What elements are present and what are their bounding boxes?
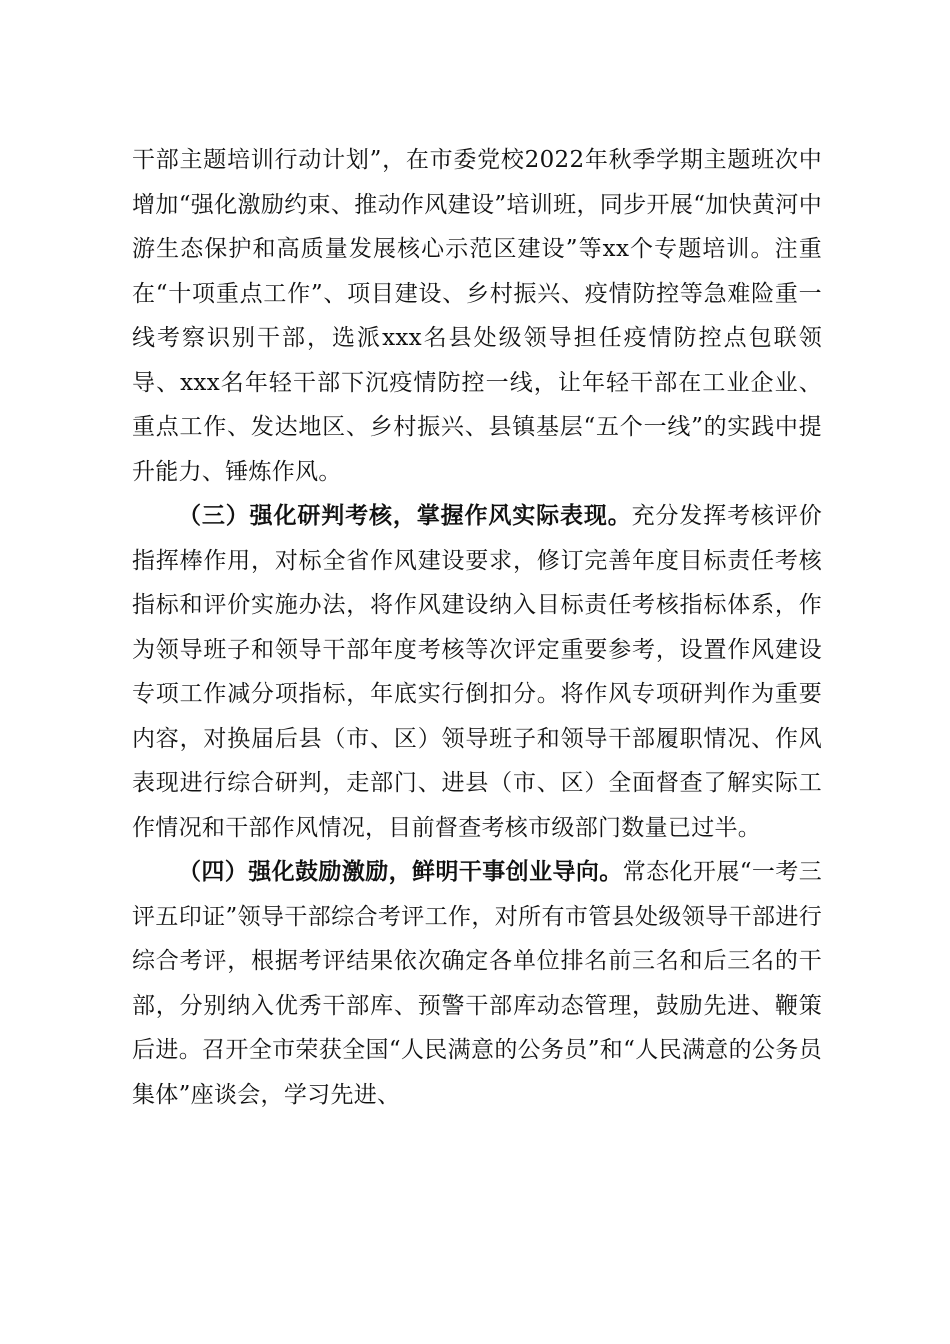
paragraph-body: 常态化开展“一考三评五印证”领导干部综合考评工作，对所有市管县处级领导干部进行综合考评，根据考评结果依次确定各单位排名前三名和后三名的干部，分别纳入优秀干部库、预警干部库动态管理，鼓励先进、鞭策后进。召开全市荣获全国“人民满意的公务员”和“人民满意的公务员集体”座谈会，学习先进、: [132, 859, 822, 1108]
section-heading-four: （四）强化鼓励激励，鲜明干事创业导向。: [178, 858, 623, 885]
paragraph-body: 干部主题培训行动计划”，在市委党校2022年秋季学期主题班次中增加“强化激励约束、推动作风建设”培训班，同步开展“加快黄河中游生态保护和高质量发展核心示范区建设”等xx个专题培训。注重在“十项重点工作”、项目建设、乡村振兴、疫情防控等急难险重一线考察识别干部，选派xxx名县处级领导担任疫情防控点包联领导、xxx名年轻干部下沉疫情防控一线，让年轻干部在工业企业、重点工作、发达地区、乡村振兴、县镇基层“五个一线”的实践中提升能力、锤炼作风。: [132, 147, 822, 485]
section-heading-three: （三）强化研判考核，掌握作风实际表现。: [178, 502, 632, 529]
paragraph-continued: [132, 138, 822, 494]
paragraph-section-four: [132, 850, 822, 1117]
paragraph-section-three: [132, 494, 822, 850]
paragraph-body: 充分发挥考核评价指挥棒作用，对标全省作风建设要求，修订完善年度目标责任考核指标和评价实施办法，将作风建设纳入目标责任考核指标体系，作为领导班子和领导干部年度考核等次评定重要参考，设置作风建设专项工作减分项指标，年底实行倒扣分。将作风专项研判作为重要内容，对换届后县（市、区）领导班子和领导干部履职情况、作风表现进行综合研判，走部门、进县（市、区）全面督查了解实际工作情况和干部作风情况，目前督查考核市级部门数量已过半。: [132, 503, 823, 841]
document-body: [132, 138, 822, 1117]
